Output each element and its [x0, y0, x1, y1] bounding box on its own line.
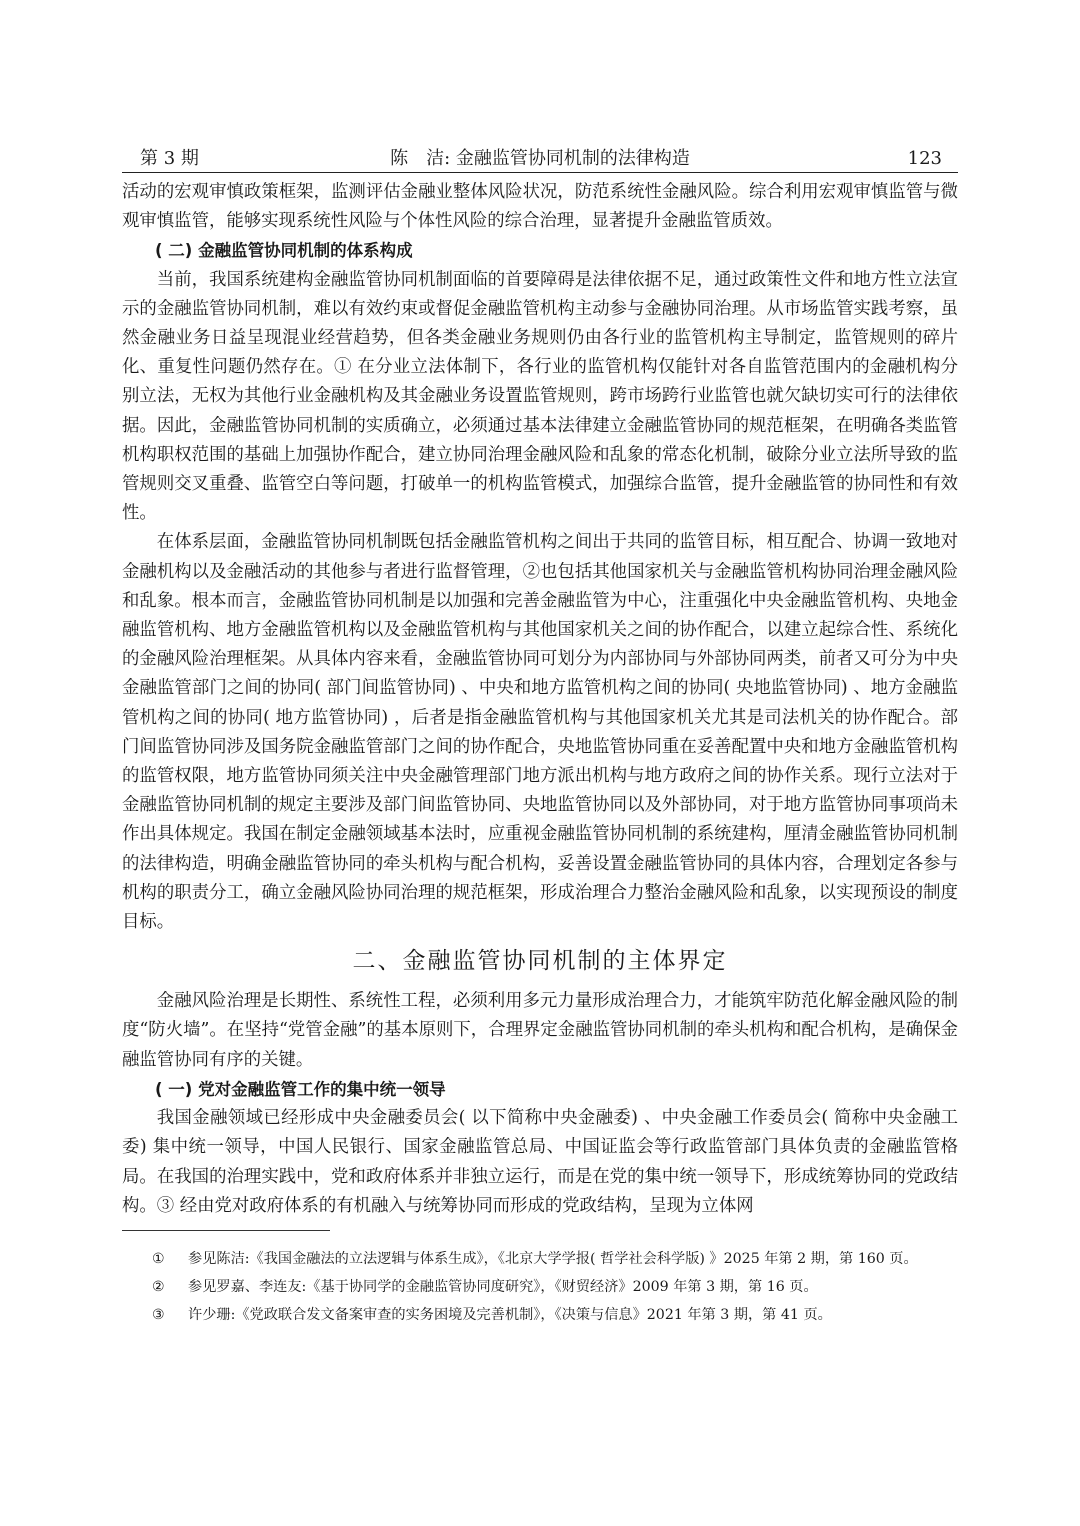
footnote — [152, 1303, 958, 1327]
footnote-mark: ① — [152, 1251, 165, 1267]
footnote-mark: ② — [152, 1279, 165, 1295]
paragraph: 在体系层面，金融监管协同机制既包括金融监管机构之间出于共同的监管目标，相互配合、协调一致地对金融机构以及金融活动的其他参与者进行监督管理，②也包括其他国家机关与金融监管机构协同治理金融风险和乱象。根本而言，金融监管协同机制是以加强和完善金融监管为中心，注重强化中央金融监管机构、央地金融监管机构、地方金融监管机构以及金融监管机构与其他国家机关之间的协作配合，以建立起综合性、系统化的金融风险治理框架。从具体内容来看，金融监管协同可划分为内部协同与外部协同两类，前者又可分为中央金融监管部门之间的协同( 部门间监管协同) 、中央和地方监管机构之间的协同( 央地监管协同) 、地方金融监管机构之间的协同( 地方监管协同) ，后者是指金融监管机构与其他国家机关尤其是司法机关的协作配合。部门间监管协同涉及国务院金融监管部门之间的协作配合，央地监管协同重在妥善配置中央和地方金融监管机构的监管权限，地方监管协同须关注中央金融管理部门地方派出机构与地方政府之间的协作关系。现行立法对于金融监管协同机制的规定主要涉及部门间监管协同、央地监管协同以及外部协同，对于地方监管协同事项尚未作出具体规定。我国在制定金融领域基本法时，应重视金融监管协同机制的系统建构，厘清金融监管协同机制的法律构造，明确金融监管协同的牵头机构与配合机构，妥善设置金融监管协同的具体内容，合理划定各参与机构的职责分工，确立金融风险协同治理的规范框架，形成治理合力整治金融风险和乱象，以实现预设的制度目标。 — [122, 532, 958, 933]
footnote-mark: ③ — [152, 1307, 165, 1323]
subsection-heading-system-structure: ( 二) 金融监管协同机制的体系构成 — [155, 241, 413, 261]
footnote-text: 参见罗嘉、李连友:《基于协同学的金融监管协同度研究》，《财贸经济》2009 年第 3 期，第 16 页。 — [188, 1279, 818, 1295]
footnote — [152, 1247, 958, 1271]
header-rule — [122, 172, 958, 173]
issue-number: 第 3 期 — [140, 148, 199, 169]
footnote-text: 许少珊:《党政联合发文备案审查的实务困境及完善机制》，《决策与信息》2021 年第 3 期，第 41 页。 — [188, 1307, 832, 1323]
section-heading-subject-definition: 二、金融监管协同机制的主体界定 — [352, 948, 728, 975]
footnote-rule — [122, 1230, 330, 1231]
paragraph: 金融风险治理是长期性、系统性工程，必须利用多元力量形成治理合力，才能筑牢防范化解金融风险的制度“防火墙”。在坚持“党管金融”的基本原则下，合理界定金融监管协同机制的牵头机构和配合机构，是确保金融监管协同有序的关键。 — [122, 991, 958, 1070]
paragraph-continued: 活动的宏观审慎政策框架，监测评估金融业整体风险状况，防范系统性金融风险。综合利用宏观审慎监管与微观审慎监管，能够实现系统性风险与个体性风险的综合治理，显著提升金融监管质效。 — [122, 182, 958, 232]
running-title: 陈 洁: 金融监管协同机制的法律构造 — [390, 148, 690, 169]
page-number: 123 — [907, 148, 942, 169]
footnote — [152, 1275, 958, 1299]
footnotes — [152, 1247, 958, 1331]
paragraph: 我国金融领域已经形成中央金融委员会( 以下简称中央金融委) 、中央金融工作委员会( 简称中央金融工委) 集中统一领导，中国人民银行、国家金融监管总局、中国证监会等行政监管部门具体负责的金融监管格局。在我国的治理实践中，党和政府体系并非独立运行，而是在党的集中统一领导下，形成统筹协同的党政结构。③ 经由党对政府体系的有机融入与统筹协同而形成的党政结构，呈现为立体网 — [122, 1108, 958, 1216]
paragraph: 当前，我国系统建构金融监管协同机制面临的首要障碍是法律依据不足，通过政策性文件和地方性立法宣示的金融监管协同机制，难以有效约束或督促金融监管机构主动参与金融协同治理。从市场监管实践考察，虽然金融业务日益呈现混业经营趋势，但各类金融业务规则仍由各行业的监管机构主导制定，监管规则的碎片化、重复性问题仍然存在。① 在分业立法体制下，各行业的监管机构仅能针对各自监管范围内的金融机构分别立法，无权为其他行业金融机构及其金融业务设置监管规则，跨市场跨行业监管也就欠缺切实可行的法律依据。因此，金融监管协同机制的实质确立，必须通过基本法律建立金融监管协同的规范框架，在明确各类监管机构职权范围的基础上加强协作配合，建立协同治理金融风险和乱象的常态化机制，破除分业立法所导致的监管规则交叉重叠、监管空白等问题，打破单一的机构监管模式，加强综合监管，提升金融监管的协同性和有效性。 — [122, 269, 958, 524]
running-header — [122, 146, 958, 172]
footnote-text: 参见陈洁:《我国金融法的立法逻辑与体系生成》，《北京大学学报( 哲学社会科学版) 》2025 年第 2 期，第 160 页。 — [188, 1251, 918, 1267]
subsection-heading-party-leadership: ( 一) 党对金融监管工作的集中统一领导 — [155, 1079, 446, 1099]
article-body — [122, 178, 958, 1221]
